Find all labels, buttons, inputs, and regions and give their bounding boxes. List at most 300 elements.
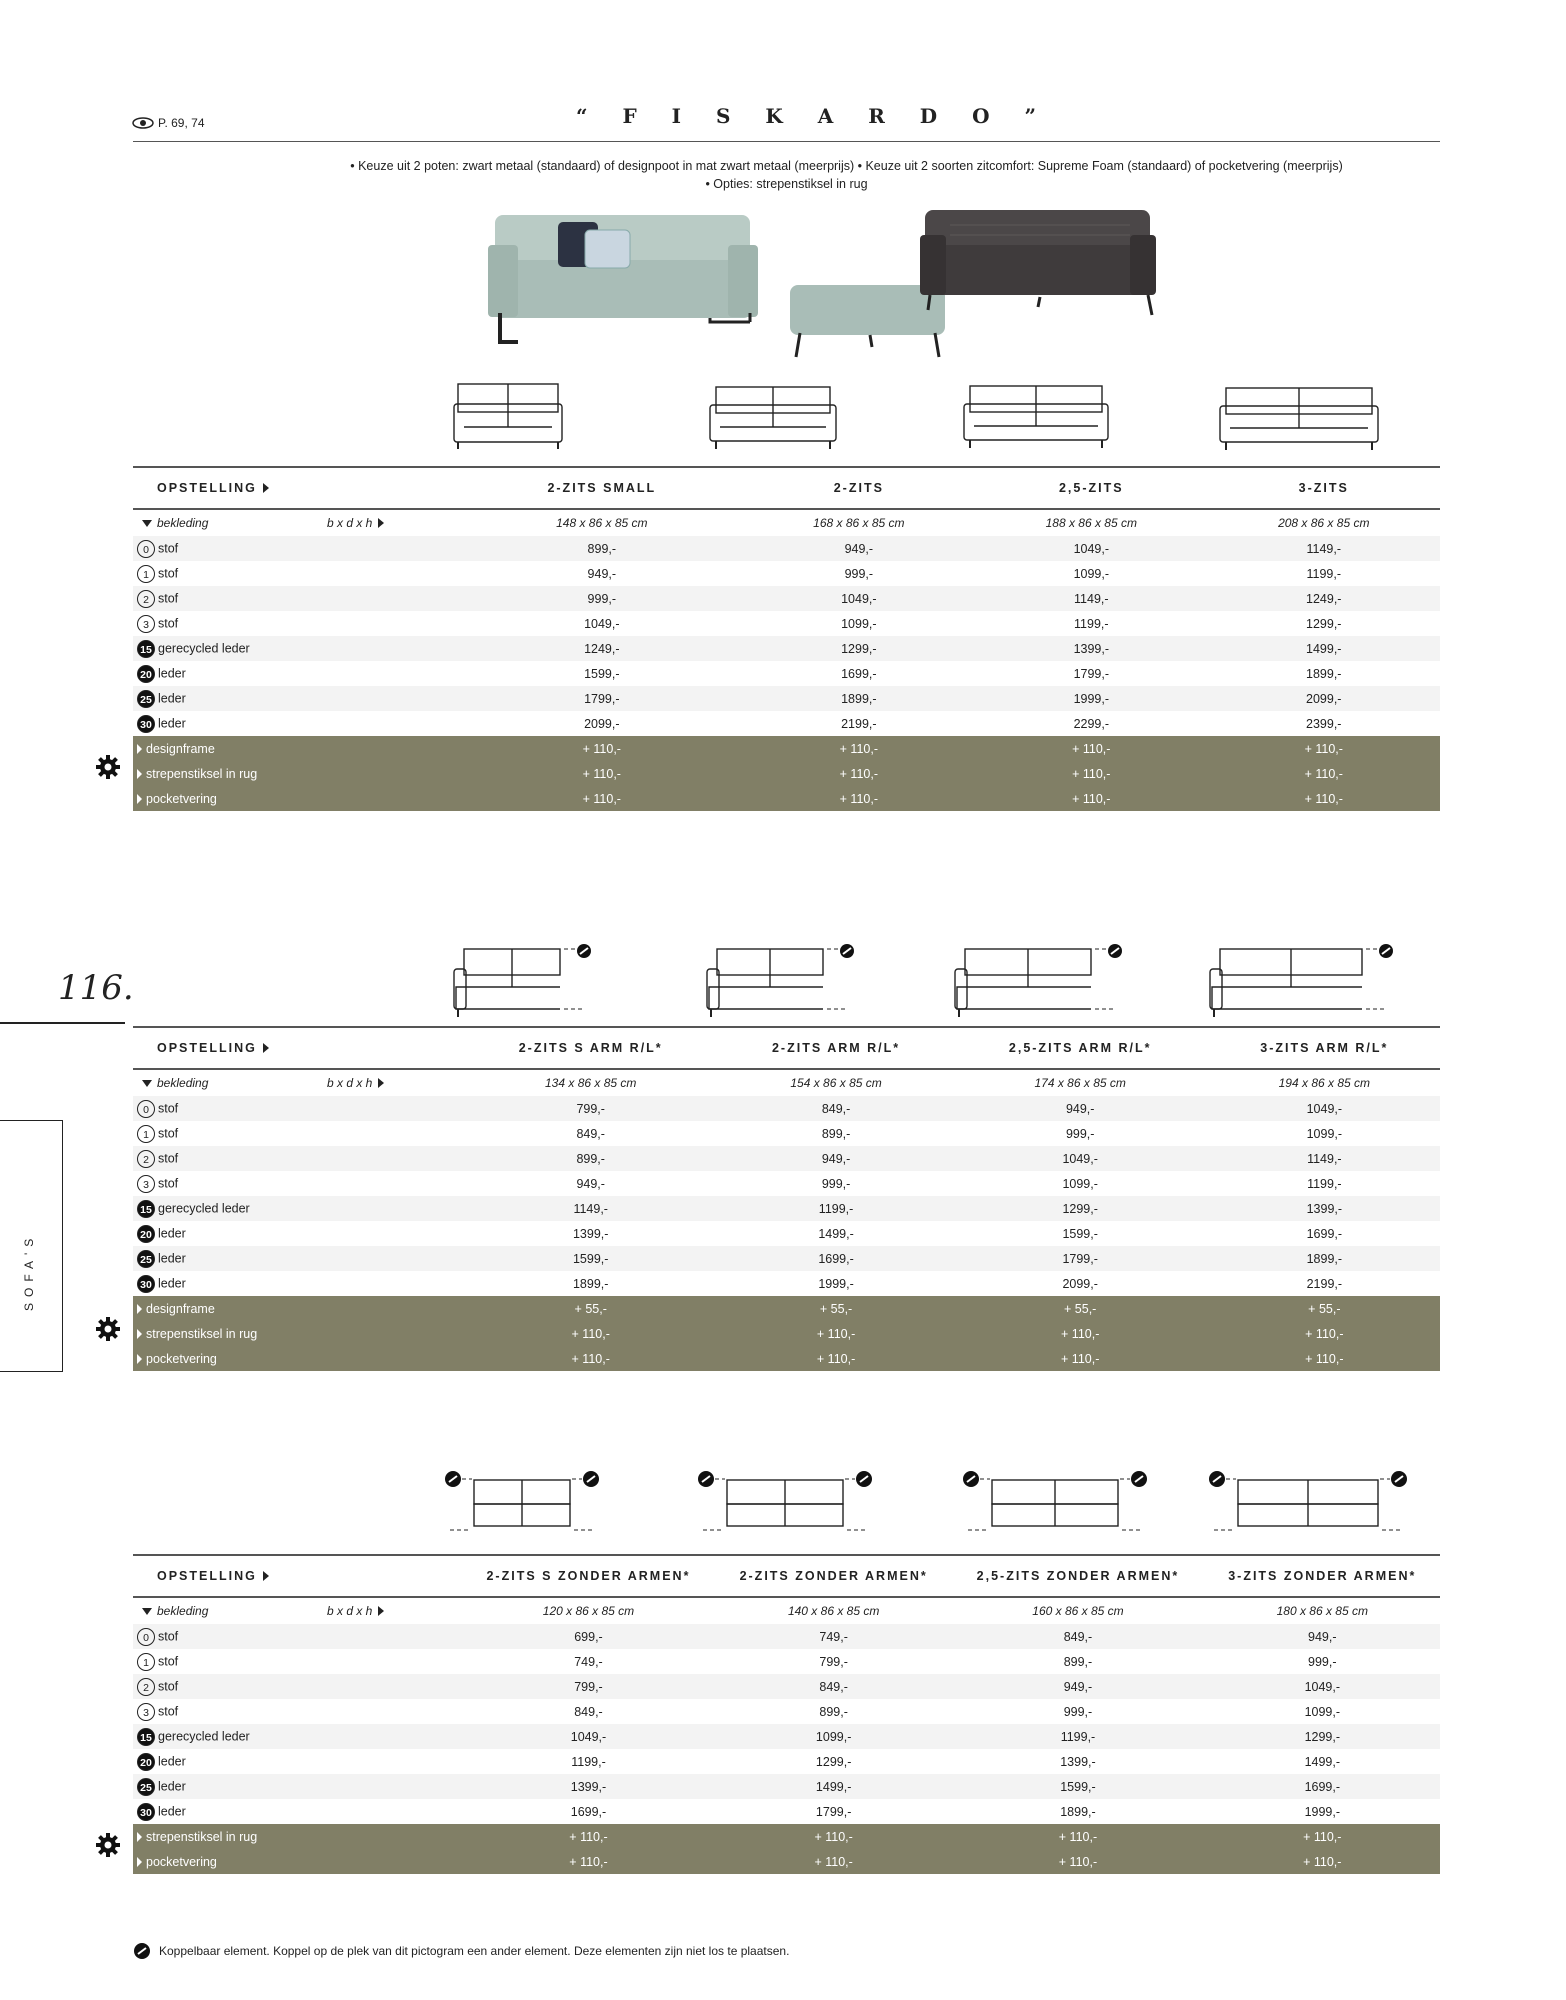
page-number-rule (0, 1022, 125, 1024)
dimension-cell: 188 x 86 x 85 cm (1045, 516, 1137, 530)
option-label: strepenstiksel in rug (146, 766, 258, 781)
material-label: gerecycled leder (158, 1728, 250, 1743)
price-cell: + 110,- (1205, 1824, 1440, 1849)
link-icon (133, 1942, 151, 1960)
dimension-cell: 168 x 86 x 85 cm (813, 516, 905, 530)
price-cell: + 110,- (952, 1346, 1209, 1371)
price-cell: + 110,- (1209, 1321, 1440, 1346)
material-label: leder (158, 1275, 186, 1290)
footer-note (133, 1942, 789, 1960)
caret-right-icon (137, 794, 142, 804)
price-cell: 1399,- (572, 1226, 609, 1241)
category-badge: 25 (137, 1250, 155, 1268)
price-cell: 1199,- (1074, 616, 1109, 631)
category-badge: 2 (137, 1150, 155, 1168)
price-cell: 949,- (1205, 1624, 1440, 1649)
title-divider (133, 141, 1440, 142)
table-row (133, 1271, 1440, 1296)
column-header: 2-ZITS S ARM R/L* (461, 1027, 720, 1069)
table-row (133, 1146, 1440, 1171)
category-badge: 15 (137, 1200, 155, 1218)
price-cell: 749,- (716, 1624, 951, 1649)
price-cell: 1049,- (584, 616, 620, 631)
material-label: stof (158, 1653, 179, 1668)
material-label: leder (158, 1225, 186, 1240)
table-row (133, 636, 1440, 661)
table-row (133, 711, 1440, 736)
category-badge: 1 (137, 1653, 155, 1671)
table-row (133, 1774, 1440, 1799)
price-cell: 1999,- (975, 686, 1207, 711)
price-cell: 1199,- (720, 1196, 951, 1221)
price-cell: 1899,- (1209, 1246, 1440, 1271)
price-cell: 1149,- (1208, 536, 1440, 561)
sofa-2-zits-s-arm-icon (452, 943, 592, 1019)
ottoman-image (790, 285, 945, 357)
opstelling-label: OPSTELLING (157, 1041, 257, 1055)
price-cell: 1799,- (1073, 666, 1110, 681)
price-cell: 1049,- (975, 536, 1207, 561)
category-badge: 2 (137, 1678, 155, 1696)
price-table-3 (133, 1554, 1440, 1874)
material-label: stof (158, 1678, 179, 1693)
caret-right-icon (137, 744, 142, 754)
price-cell: 799,- (461, 1096, 720, 1121)
price-cell: 1999,- (1304, 1804, 1341, 1819)
gear-icon (95, 1832, 121, 1858)
price-cell: + 110,- (975, 761, 1207, 786)
sofa-2-zits-zonder-armen-icon (695, 1468, 875, 1540)
product-photo (480, 205, 1160, 380)
option-row (133, 1824, 1440, 1849)
price-cell: 1099,- (1062, 1176, 1098, 1191)
price-cell: 1599,- (951, 1774, 1204, 1799)
option-row (133, 761, 1440, 786)
category-badge: 0 (137, 540, 155, 558)
price-cell: 1899,- (1060, 1804, 1096, 1819)
price-cell: 899,- (1063, 1654, 1093, 1669)
price-cell: 999,- (844, 566, 874, 581)
price-cell: 1099,- (716, 1724, 951, 1749)
sofa-3-zits-zonder-armen-icon (1206, 1468, 1410, 1540)
column-header: 2-ZITS S ZONDER ARMEN* (461, 1555, 716, 1597)
table-row (133, 561, 1440, 586)
price-cell: 1299,- (1205, 1724, 1440, 1749)
category-badge: 0 (137, 1628, 155, 1646)
price-cell: + 110,- (1205, 1849, 1440, 1874)
price-cell: 1699,- (1306, 1226, 1343, 1241)
price-cell: 849,- (576, 1126, 605, 1141)
category-badge: 1 (137, 1125, 155, 1143)
price-cell: + 110,- (1208, 761, 1440, 786)
price-cell: + 110,- (716, 1824, 951, 1849)
table-row (133, 1624, 1440, 1649)
price-cell: 2199,- (841, 716, 877, 731)
page-title: “ F I S K A R D O ” (576, 104, 1050, 128)
category-tab (0, 1120, 63, 1372)
option-label: pocketvering (146, 1351, 217, 1366)
price-cell: + 110,- (743, 761, 975, 786)
chevron-right-icon (263, 483, 269, 493)
price-cell: 949,- (952, 1096, 1209, 1121)
category-badge: 3 (137, 1703, 155, 1721)
price-cell: 1399,- (1209, 1196, 1440, 1221)
price-cell: + 110,- (951, 1849, 1204, 1874)
price-cell: + 110,- (952, 1321, 1209, 1346)
price-cell: 849,- (716, 1674, 951, 1699)
dimension-cell: 174 x 86 x 85 cm (1034, 1076, 1126, 1090)
category-badge: 20 (137, 1225, 155, 1243)
table-row (133, 1699, 1440, 1724)
opstelling-header (133, 467, 461, 509)
table-row (133, 1724, 1440, 1749)
table-row (133, 1246, 1440, 1271)
category-badge: 3 (137, 615, 155, 633)
price-cell: 1249,- (461, 636, 743, 661)
price-cell: 1899,- (572, 1276, 609, 1291)
price-cell: + 110,- (743, 786, 975, 811)
category-badge: 25 (137, 690, 155, 708)
category-label: SOFA'S (22, 1232, 36, 1311)
column-header: 2,5-ZITS ZONDER ARMEN* (951, 1555, 1204, 1597)
sofa-2-5-zits-arm-icon (953, 943, 1123, 1019)
column-header: 2-ZITS SMALL (461, 467, 743, 509)
price-cell: + 110,- (461, 786, 743, 811)
table-row (133, 1674, 1440, 1699)
price-cell: 999,- (461, 586, 743, 611)
price-cell: 1399,- (975, 636, 1207, 661)
price-cell: + 110,- (1208, 786, 1440, 811)
price-cell: 1699,- (720, 1246, 951, 1271)
price-cell: 1699,- (570, 1804, 607, 1819)
price-cell: 2399,- (1306, 716, 1342, 731)
category-badge: 30 (137, 1275, 155, 1293)
price-cell: 999,- (1063, 1704, 1093, 1719)
option-row (133, 736, 1440, 761)
category-badge: 0 (137, 1100, 155, 1118)
price-cell: + 110,- (461, 1346, 720, 1371)
gear-icon (95, 754, 121, 780)
price-cell: 1199,- (571, 1754, 606, 1769)
price-cell: + 110,- (461, 1849, 716, 1874)
page-number: 116. (58, 968, 134, 1008)
price-cell: 1049,- (952, 1146, 1209, 1171)
price-cell: + 55,- (952, 1296, 1209, 1321)
price-cell: 1099,- (841, 616, 877, 631)
chevron-right-icon (378, 518, 384, 528)
price-cell: + 110,- (720, 1321, 951, 1346)
table-row (133, 1096, 1440, 1121)
price-cell: 1999,- (818, 1276, 854, 1291)
price-cell: 1299,- (743, 636, 975, 661)
price-cell: 1049,- (1205, 1674, 1440, 1699)
price-cell: + 110,- (1208, 736, 1440, 761)
price-cell: 1049,- (743, 586, 975, 611)
caret-right-icon (137, 1304, 142, 1314)
option-row (133, 1346, 1440, 1371)
price-cell: + 110,- (951, 1824, 1204, 1849)
opstelling-header (133, 1027, 461, 1069)
price-cell: 1149,- (1209, 1146, 1440, 1171)
material-label: leder (158, 1250, 186, 1265)
price-cell: 1049,- (461, 1724, 716, 1749)
price-cell: 1049,- (1209, 1096, 1440, 1121)
price-cell: 2099,- (1208, 686, 1440, 711)
price-cell: 1799,- (815, 1804, 852, 1819)
material-label: stof (158, 1100, 179, 1115)
bdh-label: b x d x h (327, 1076, 373, 1090)
price-cell: 899,- (821, 1126, 851, 1141)
price-cell: 1699,- (1205, 1774, 1440, 1799)
table-row (133, 1121, 1440, 1146)
price-cell: 999,- (821, 1176, 851, 1191)
table-header-row (133, 1555, 1440, 1597)
material-label: stof (158, 1703, 179, 1718)
price-cell: 799,- (819, 1654, 848, 1669)
price-cell: + 55,- (461, 1296, 720, 1321)
column-header: 2-ZITS (743, 467, 975, 509)
caret-right-icon (137, 769, 142, 779)
dimension-cell: 134 x 86 x 85 cm (545, 1076, 637, 1090)
option-label: pocketvering (146, 791, 217, 806)
price-cell: 1899,- (743, 686, 975, 711)
page-reference-text: P. 69, 74 (158, 116, 205, 130)
price-cell: 1599,- (584, 666, 620, 681)
price-cell: 1799,- (952, 1246, 1209, 1271)
price-cell: 1099,- (1304, 1704, 1341, 1719)
material-label: stof (158, 565, 179, 580)
price-cell: + 55,- (720, 1296, 951, 1321)
price-cell: 899,- (461, 1146, 720, 1171)
price-cell: 1799,- (461, 686, 743, 711)
chevron-right-icon (263, 1571, 269, 1581)
price-cell: 1499,- (716, 1774, 951, 1799)
table-row (133, 686, 1440, 711)
table-row (133, 1221, 1440, 1246)
price-cell: 1199,- (1307, 1176, 1342, 1191)
price-cell: 1299,- (1306, 616, 1342, 631)
bdh-label: b x d x h (327, 1604, 373, 1618)
table-row (133, 661, 1440, 686)
caret-right-icon (137, 1329, 142, 1339)
chevron-right-icon (263, 1043, 269, 1053)
category-badge: 3 (137, 1175, 155, 1193)
option-label: strepenstiksel in rug (146, 1829, 258, 1844)
price-cell: 1499,- (1304, 1754, 1341, 1769)
caret-right-icon (137, 1354, 142, 1364)
material-label: gerecycled leder (158, 1200, 250, 1215)
table-row (133, 1749, 1440, 1774)
sofa-2-zits-icon (708, 385, 838, 450)
price-table-2 (133, 1026, 1440, 1371)
category-badge: 1 (137, 565, 155, 583)
price-cell: + 110,- (975, 736, 1207, 761)
price-cell: 949,- (587, 566, 617, 581)
column-header: 3-ZITS ARM R/L* (1209, 1027, 1440, 1069)
price-cell: 949,- (951, 1674, 1204, 1699)
price-cell: 949,- (720, 1146, 951, 1171)
price-cell: + 110,- (975, 786, 1207, 811)
bekleding-label: bekleding (137, 1076, 327, 1090)
chevron-right-icon (378, 1606, 384, 1616)
material-label: leder (158, 1753, 186, 1768)
price-cell: 1699,- (841, 666, 877, 681)
column-header: 2-ZITS ARM R/L* (720, 1027, 951, 1069)
dimension-cell: 180 x 86 x 85 cm (1276, 1604, 1368, 1618)
bekleding-label: bekleding (137, 1604, 327, 1618)
price-cell: 1099,- (1306, 1126, 1343, 1141)
price-cell: 949,- (743, 536, 975, 561)
price-cell: 849,- (951, 1624, 1204, 1649)
category-badge: 30 (137, 1803, 155, 1821)
price-cell: 1599,- (461, 1246, 720, 1271)
price-cell: 899,- (819, 1704, 848, 1719)
material-label: leder (158, 715, 186, 730)
price-cell: 1199,- (951, 1724, 1204, 1749)
caret-right-icon (137, 1857, 142, 1867)
option-row (133, 786, 1440, 811)
column-header: 2,5-ZITS (975, 467, 1207, 509)
notes-line-1: • Keuze uit 2 poten: zwart metaal (standaard) of designpoot in mat zwart metaal (meerprijs) • Keuze uit 2 soorten zitcomfort: Supreme Foam (standaard) of pocketvering (meerprijs) (350, 159, 1343, 173)
price-cell: 1149,- (975, 586, 1207, 611)
price-cell: 699,- (461, 1624, 716, 1649)
dimension-cell: 154 x 86 x 85 cm (790, 1076, 882, 1090)
dark-sofa-image (920, 210, 1156, 315)
material-label: stof (158, 1150, 179, 1165)
column-header: 2-ZITS ZONDER ARMEN* (716, 1555, 951, 1597)
price-cell: + 110,- (461, 736, 743, 761)
sofa-2-zits-s-zonder-armen-icon (442, 1468, 602, 1540)
category-badge: 20 (137, 1753, 155, 1771)
material-label: gerecycled leder (158, 640, 250, 655)
price-cell: 1099,- (1073, 566, 1110, 581)
price-cell: + 110,- (461, 1824, 716, 1849)
table-row (133, 611, 1440, 636)
table-row (133, 586, 1440, 611)
table-row (133, 1649, 1440, 1674)
price-cell: 2199,- (1306, 1276, 1343, 1291)
dimensions-row (133, 1597, 1440, 1624)
category-badge: 25 (137, 1778, 155, 1796)
sofa-3-zits-icon (1218, 386, 1380, 452)
option-label: pocketvering (146, 1854, 217, 1869)
material-label: stof (158, 540, 179, 555)
price-cell: 2099,- (584, 716, 620, 731)
price-cell: 899,- (461, 536, 743, 561)
price-cell: 749,- (574, 1654, 603, 1669)
dimension-cell: 208 x 86 x 85 cm (1278, 516, 1370, 530)
price-cell: 849,- (720, 1096, 951, 1121)
price-cell: 999,- (1065, 1126, 1095, 1141)
price-cell: + 55,- (1209, 1296, 1440, 1321)
table-header-row (133, 467, 1440, 509)
price-cell: + 110,- (743, 736, 975, 761)
sofa-2-5-zits-zonder-armen-icon (960, 1468, 1150, 1540)
category-badge: 15 (137, 1728, 155, 1746)
option-row (133, 1321, 1440, 1346)
dimensions-row (133, 1069, 1440, 1096)
price-cell: + 110,- (720, 1346, 951, 1371)
gear-icon (95, 1316, 121, 1342)
dimension-cell: 194 x 86 x 85 cm (1278, 1076, 1371, 1090)
price-cell: + 110,- (461, 1321, 720, 1346)
price-cell: 1299,- (815, 1754, 852, 1769)
material-label: leder (158, 1778, 186, 1793)
sofa-3-zits-arm-icon (1208, 943, 1394, 1019)
price-cell: 1899,- (1306, 666, 1342, 681)
price-cell: + 110,- (461, 761, 743, 786)
dimension-cell: 160 x 86 x 85 cm (1032, 1604, 1124, 1618)
sofa-2-zits-arm-icon (705, 943, 855, 1019)
option-label: designframe (146, 1301, 215, 1316)
price-cell: 1599,- (1062, 1226, 1098, 1241)
material-label: stof (158, 615, 179, 630)
table-row (133, 1799, 1440, 1824)
sofa-2-5-zits-icon (962, 384, 1110, 450)
price-table-1 (133, 466, 1440, 811)
price-cell: 1249,- (1208, 586, 1440, 611)
table-row (133, 1171, 1440, 1196)
column-header: 3-ZITS (1208, 467, 1440, 509)
opstelling-label: OPSTELLING (157, 1569, 257, 1583)
category-badge: 15 (137, 640, 155, 658)
chevron-right-icon (378, 1078, 384, 1088)
price-cell: 1499,- (1208, 636, 1440, 661)
option-label: strepenstiksel in rug (146, 1326, 258, 1341)
price-cell: 949,- (576, 1176, 605, 1191)
table-row (133, 536, 1440, 561)
price-cell: 1399,- (461, 1774, 716, 1799)
footer-note-text: Koppelbaar element. Koppel op de plek van dit pictogram een ander element. Deze elementen zijn niet los te plaatsen. (159, 1944, 790, 1958)
material-label: stof (158, 1125, 179, 1140)
price-cell: 849,- (574, 1704, 603, 1719)
price-cell: 1299,- (952, 1196, 1209, 1221)
option-row (133, 1849, 1440, 1874)
dimension-cell: 140 x 86 x 85 cm (787, 1604, 880, 1618)
price-cell: 1149,- (461, 1196, 720, 1221)
opstelling-label: OPSTELLING (157, 481, 257, 495)
price-cell: + 110,- (716, 1849, 951, 1874)
sofa-2-zits-small-icon (452, 382, 564, 450)
bdh-label: b x d x h (327, 516, 373, 530)
option-label: designframe (146, 741, 215, 756)
column-header: 3-ZITS ZONDER ARMEN* (1205, 1555, 1440, 1597)
dimension-cell: 120 x 86 x 85 cm (542, 1604, 635, 1618)
category-badge: 30 (137, 715, 155, 733)
opstelling-header (133, 1555, 461, 1597)
material-label: stof (158, 590, 179, 605)
price-cell: 1199,- (1306, 566, 1342, 581)
table-row (133, 1196, 1440, 1221)
light-sofa-image (488, 215, 758, 342)
price-cell: 2299,- (1073, 716, 1110, 731)
price-cell: 799,- (461, 1674, 716, 1699)
caret-right-icon (137, 1832, 142, 1842)
category-badge: 20 (137, 665, 155, 683)
material-label: leder (158, 665, 186, 680)
notes-line-2: • Opties: strepenstiksel in rug (705, 177, 868, 191)
material-label: leder (158, 690, 186, 705)
material-label: stof (158, 1628, 179, 1643)
material-label: stof (158, 1175, 179, 1190)
dimensions-row (133, 509, 1440, 536)
price-cell: 999,- (1308, 1654, 1337, 1669)
material-label: leder (158, 1803, 186, 1818)
dimension-cell: 148 x 86 x 85 cm (556, 516, 648, 530)
price-cell: 1399,- (1060, 1754, 1096, 1769)
price-cell: + 110,- (1209, 1346, 1440, 1371)
price-cell: 1499,- (818, 1226, 854, 1241)
